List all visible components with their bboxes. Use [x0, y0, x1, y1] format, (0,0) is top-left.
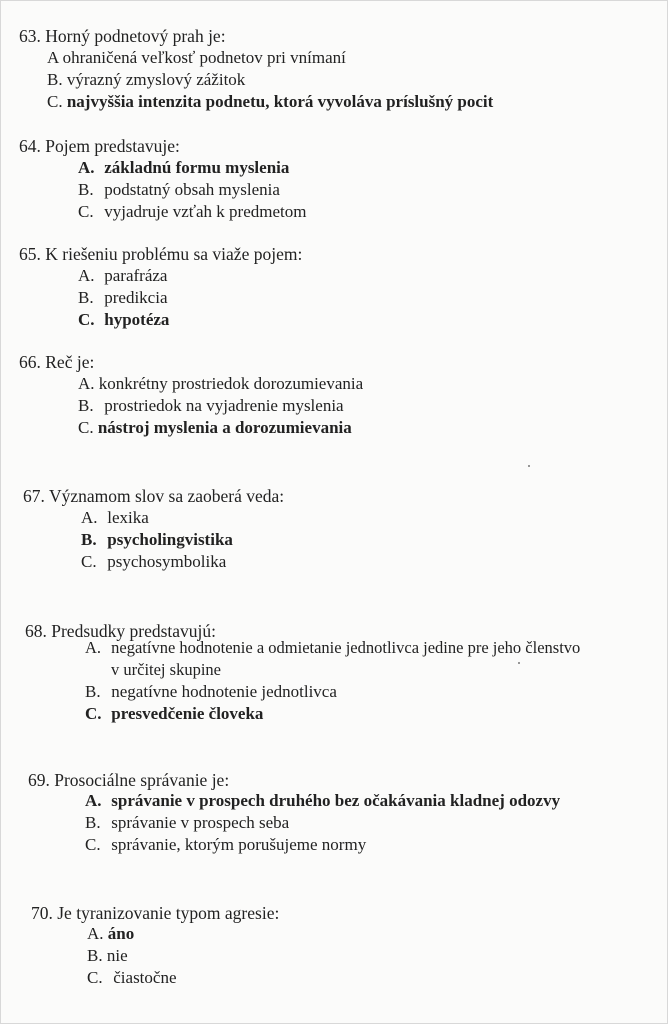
- q70-option-a: [87, 923, 134, 945]
- option-letter: B.: [85, 682, 101, 701]
- option-letter: B.: [87, 946, 103, 965]
- option-text: negatívne hodnotenie a odmietanie jednotlivca jedine pre jeho členstvo: [111, 638, 581, 657]
- question-number: 66.: [19, 352, 41, 372]
- question-69: [28, 769, 229, 791]
- q68-option-c: [85, 703, 263, 725]
- option-letter: B.: [78, 396, 94, 415]
- question-63: [19, 25, 226, 47]
- q65-option-a: [78, 265, 167, 287]
- question-number: 64.: [19, 136, 41, 156]
- option-letter: B.: [78, 180, 94, 199]
- q70-option-c: [87, 967, 177, 989]
- option-letter: A.: [85, 638, 102, 657]
- option-text: najvyššia intenzita podnetu, ktorá vyvoláva príslušný pocit: [66, 92, 494, 111]
- option-text: psycholingvistika: [107, 530, 233, 549]
- option-text: podstatný obsah myslenia: [104, 180, 280, 199]
- question-text: Reč je:: [45, 352, 95, 372]
- option-text: prostriedok na vyjadrenie myslenia: [104, 396, 344, 415]
- scan-speck: [528, 465, 530, 467]
- option-text: psychosymbolika: [107, 552, 227, 571]
- option-letter: B.: [47, 70, 63, 89]
- option-letter: C.: [78, 310, 95, 329]
- scan-speck: [518, 662, 520, 664]
- option-letter: C.: [81, 552, 97, 571]
- option-text: nie: [106, 946, 128, 965]
- option-letter: C.: [87, 968, 103, 987]
- question-text: Horný podnetový prah je:: [45, 26, 226, 46]
- q63-option-a: [47, 47, 346, 69]
- q69-option-a: [85, 790, 560, 812]
- q68-option-b: [85, 681, 337, 703]
- question-number: 70.: [31, 903, 53, 923]
- option-letter: C.: [85, 835, 101, 854]
- question-64: [19, 135, 180, 157]
- question-number: 68.: [25, 621, 47, 641]
- option-text: ohraničená veľkosť podnetov pri vnímaní: [62, 48, 346, 67]
- q66-option-c: [78, 417, 352, 439]
- q63-option-b: [47, 69, 245, 91]
- option-text: áno: [107, 924, 135, 943]
- q64-option-a: [78, 157, 289, 179]
- option-letter: B.: [78, 288, 94, 307]
- q69-option-c: [85, 834, 366, 856]
- option-letter: A: [47, 48, 59, 67]
- option-letter: A.: [78, 374, 95, 393]
- question-text: Predsudky predstavujú:: [51, 621, 217, 641]
- option-text: výrazný zmyslový zážitok: [66, 70, 246, 89]
- question-number: 67.: [23, 486, 45, 506]
- option-text: základnú formu myslenia: [104, 158, 290, 177]
- q67-option-c: [81, 551, 226, 573]
- option-letter: B.: [81, 530, 97, 549]
- question-text: Prosociálne správanie je:: [54, 770, 230, 790]
- question-66: [19, 351, 94, 373]
- option-text: predikcia: [104, 288, 168, 307]
- option-text: vyjadruje vzťah k predmetom: [104, 202, 307, 221]
- option-letter: C.: [85, 704, 102, 723]
- option-letter: A.: [78, 266, 95, 285]
- option-text: negatívne hodnotenie jednotlivca: [111, 682, 337, 701]
- q67-option-a: [81, 507, 149, 529]
- option-text: čiastočne: [113, 968, 177, 987]
- option-text: nástroj myslenia a dorozumievania: [97, 418, 352, 437]
- option-text: správanie v prospech seba: [111, 813, 290, 832]
- q64-option-c: [78, 201, 306, 223]
- question-number: 63.: [19, 26, 41, 46]
- option-letter: A.: [78, 158, 95, 177]
- question-text: Významom slov sa zaoberá veda:: [48, 486, 285, 506]
- question-70: [31, 902, 279, 924]
- q67-option-b: [81, 529, 233, 551]
- option-text: presvedčenie človeka: [111, 704, 264, 723]
- option-text: parafráza: [104, 266, 168, 285]
- option-text-continuation: v určitej skupine: [111, 660, 221, 679]
- q65-option-c: [78, 309, 169, 331]
- question-67: [23, 485, 284, 507]
- question-text: Pojem predstavuje:: [45, 136, 180, 156]
- question-text: K riešeniu problému sa viaže pojem:: [45, 244, 303, 264]
- option-text: hypotéza: [104, 310, 170, 329]
- option-letter: C.: [78, 418, 94, 437]
- option-text: správanie, ktorým porušujeme normy: [111, 835, 367, 854]
- question-number: 69.: [28, 770, 50, 790]
- option-text: správanie v prospech druhého bez očakávania kladnej odozvy: [111, 791, 561, 810]
- q69-option-b: [85, 812, 289, 834]
- option-letter: C.: [78, 202, 94, 221]
- q66-option-a: [78, 373, 363, 395]
- option-letter: A.: [87, 924, 104, 943]
- option-text: lexika: [107, 508, 149, 527]
- option-text: konkrétny prostriedok dorozumievania: [98, 374, 364, 393]
- option-letter: A.: [81, 508, 98, 527]
- question-number: 65.: [19, 244, 41, 264]
- q64-option-b: [78, 179, 280, 201]
- q66-option-b: [78, 395, 344, 417]
- option-letter: B.: [85, 813, 101, 832]
- question-text: Je tyranizovanie typom agresie:: [57, 903, 280, 923]
- q63-option-c: [47, 91, 493, 113]
- option-letter: C.: [47, 92, 63, 111]
- q65-option-b: [78, 287, 168, 309]
- option-letter: A.: [85, 791, 102, 810]
- q68-option-a: [85, 637, 580, 681]
- question-65: [19, 243, 302, 265]
- q70-option-b: [87, 945, 128, 967]
